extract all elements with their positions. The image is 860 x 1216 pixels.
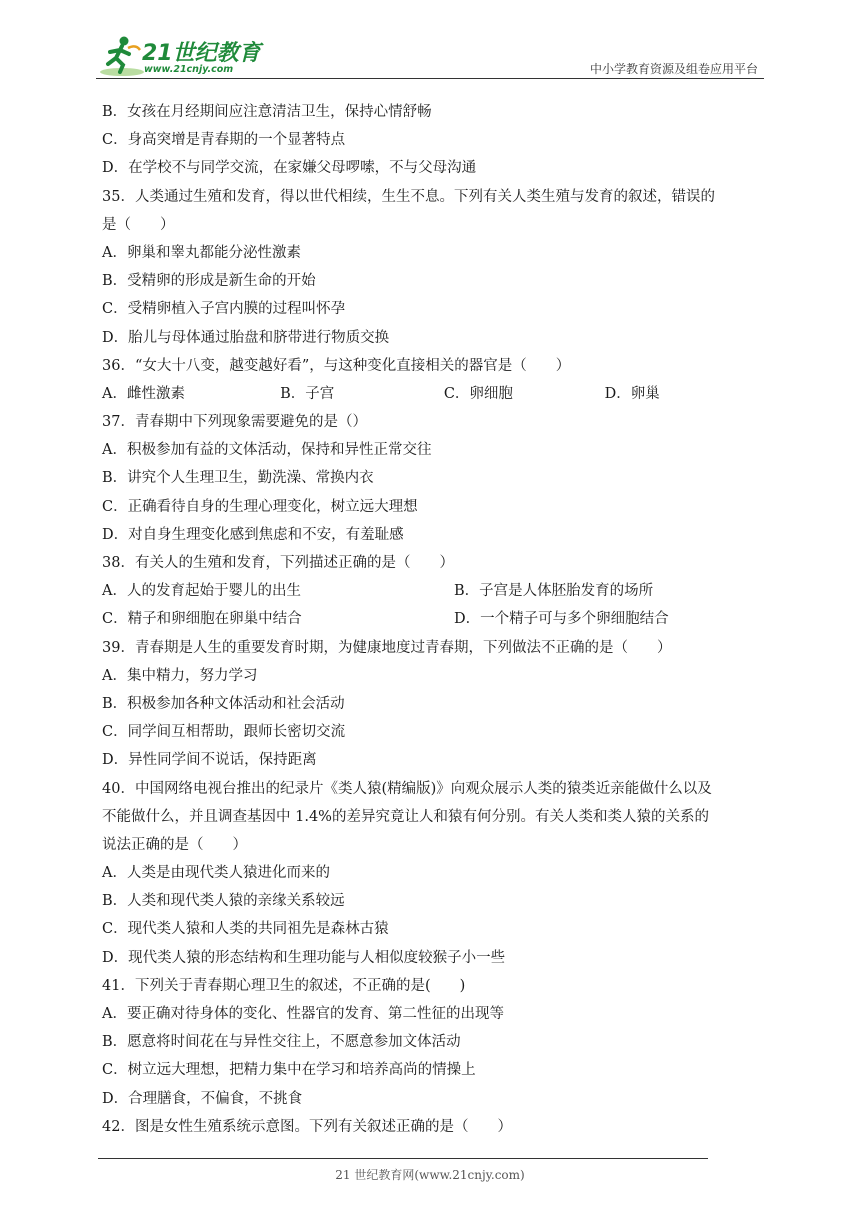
option-c: C．精子和卵细胞在卵巢中结合: [102, 611, 302, 628]
option-line: C．受精卵植入子宫内膜的过程叫怀孕: [102, 301, 346, 318]
option-line: D．异性同学间不说话，保持距离: [102, 752, 317, 769]
footer-text: 21 世纪教育网(www.21cnjy.com): [335, 1168, 525, 1182]
question-40: 40．中国网络电视台推出的纪录片《类人猿(精编版)》向观众展示人类的猿类近亲能做什么以及: [102, 780, 712, 797]
header-divider: [96, 78, 764, 79]
question-35: 35．人类通过生殖和发育，得以世代相续，生生不息。下列有关人类生殖与发育的叙述，错误的: [102, 188, 715, 205]
platform-title: 中小学教育资源及组卷应用平台: [589, 62, 758, 76]
option-line: B．愿意将时间花在与异性交往上，不愿意参加文体活动: [102, 1034, 461, 1051]
footer-divider: [98, 1158, 708, 1159]
question-42: 42．图是女性生殖系统示意图。下列有关叙述正确的是（ ）: [102, 1118, 512, 1135]
q38-options-row2: [102, 605, 764, 633]
q36-options: [102, 380, 764, 408]
q38-options-row1: [102, 577, 764, 605]
page-header: [96, 30, 764, 78]
question-39: 39．青春期是人生的重要发育时期，为健康地度过青春期，下列做法不正确的是（ ）: [102, 639, 672, 656]
runner-logo-icon: [96, 34, 144, 78]
question-content: [102, 98, 764, 1141]
option-line: C．树立远大理想，把精力集中在学习和培养高尚的情操上: [102, 1062, 476, 1079]
question-36: 36．“女大十八变，越变越好看”，与这种变化直接相关的器官是（ ）: [102, 357, 571, 374]
text-line: C．身高突增是青春期的一个显著特点: [102, 132, 346, 149]
option-line: B．人类和现代类人猿的亲缘关系较远: [102, 893, 345, 910]
question-41: 41．下列关于青春期心理卫生的叙述，不正确的是( ): [102, 977, 466, 994]
option-line: D．对自身生理变化感到焦虑和不安，有羞耻感: [102, 526, 404, 543]
option-line: D．现代类人猿的形态结构和生理功能与人相似度较猴子小一些: [102, 949, 506, 966]
logo-url: www.21cnjy.com: [144, 64, 234, 75]
option-line: B．讲究个人生理卫生，勤洗澡、常换内衣: [102, 470, 374, 487]
option-line: D．胎儿与母体通过胎盘和脐带进行物质交换: [102, 329, 390, 346]
option-line: B．积极参加各种文体活动和社会活动: [102, 695, 345, 712]
text-line: B．女孩在月经期间应注意清洁卫生，保持心情舒畅: [102, 104, 432, 120]
logo: [96, 34, 266, 78]
text-line: 不能做什么，并且调查基因中 1.4%的差异究竟让人和猿有何分别。有关人类和类人猿的关系的: [102, 808, 709, 825]
text-line: D．在学校不与同学交流，在家嫌父母啰嗦，不与父母沟通: [102, 160, 477, 177]
question-37: 37．青春期中下列现象需要避免的是（）: [102, 414, 367, 431]
option-line: A．卵巢和睾丸都能分泌性激素: [102, 244, 301, 261]
text-line: 说法正确的是（ ）: [102, 836, 247, 853]
logo-text: 21世纪教育: [142, 41, 261, 66]
option-c: C．卵细胞: [443, 385, 513, 402]
option-line: A．要正确对待身体的变化、性器官的发育、第二性征的出现等: [102, 1006, 504, 1022]
option-d: D．卵巢: [604, 385, 660, 402]
text-line: 是（ ）: [102, 216, 175, 233]
option-line: A．积极参加有益的文体活动，保持和异性正常交往: [102, 442, 432, 459]
option-line: D．合理膳食，不偏食，不挑食: [102, 1090, 303, 1107]
option-b: B．子宫: [280, 385, 335, 402]
option-a: A．人的发育起始于婴儿的出生: [102, 583, 301, 600]
option-a: A．雌性激素: [102, 385, 185, 402]
option-line: C．同学间互相帮助，跟师长密切交流: [102, 724, 346, 741]
option-line: C．正确看待自身的生理心理变化，树立远大理想: [102, 498, 418, 515]
option-line: C．现代类人猿和人类的共同祖先是森林古猿: [102, 921, 389, 938]
option-line: B．受精卵的形成是新生命的开始: [102, 273, 316, 290]
option-line: A．集中精力，努力学习: [102, 667, 258, 684]
option-b: B．子宫是人体胚胎发育的场所: [454, 583, 654, 600]
option-d: D．一个精子可与多个卵细胞结合: [454, 611, 669, 628]
question-38: 38．有关人的生殖和发育，下列描述正确的是（ ）: [102, 555, 454, 571]
option-line: A．人类是由现代类人猿进化而来的: [102, 865, 330, 882]
